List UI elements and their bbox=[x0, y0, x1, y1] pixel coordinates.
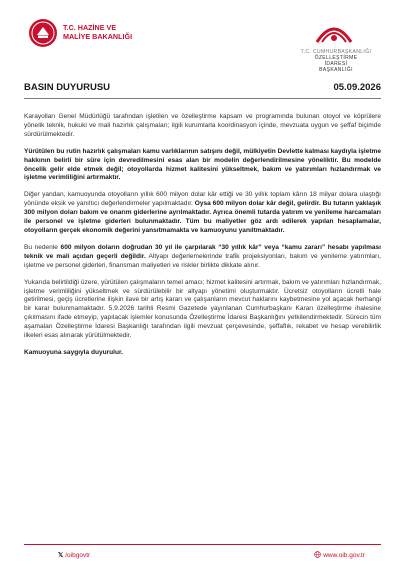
title-row bbox=[24, 82, 381, 98]
x-logo-icon: 𝕏 bbox=[58, 552, 64, 559]
document-date: 05.09.2026 bbox=[333, 82, 381, 93]
paragraph-revenue-emphasis: Oysa 600 milyon dolar kâr değil, gelirdir. Bu tutarın yaklaşık 300 milyon doları bakım ve onarım giderlerine ayrılmaktadır. Ayrıca önemli tutarda yatırım ve yenileme harcamaları ile personel ve işletme giderleri bulunmaktadır. Tüm bu maliyetler göz ardı edilerek yapılan hesaplamalar, otoyolların gerçek ekonomik değerini yansıtmamakta ve kamuoyunu yanıltmaktadır. bbox=[24, 200, 381, 234]
administration-label: İDARESİ bbox=[324, 61, 348, 67]
paragraph-calculation-emphasis: 600 milyon doların doğrudan 30 yıl ile çarpılarak “30 yıllık kâr” veya “kamu zararı” hesabı yapılması teknik ve mali açıdan geçerli değildir. bbox=[24, 243, 381, 260]
footer bbox=[0, 541, 401, 567]
document-title: BASIN DUYURUSU bbox=[24, 82, 111, 93]
body-text bbox=[24, 113, 381, 366]
presidency-office-label: BAŞKANLIĞI bbox=[319, 67, 353, 73]
footer-divider bbox=[24, 544, 381, 545]
paragraph-purpose: Yukarıda belirtildiği üzere, yürütülen çalışmaların temel amacı; hizmet kalitesini artırmak, bakım ve yatırımları hızlandırmak, işletme verimliliğini yükseltmek ve sürdürülebilir bir altyapı yönetimi oluşturmaktır. Ücretsiz otoyolların ücretli hale getirilmesi, geçiş ücretlerine ilişkin ilave bir artış kararı ve çalışanların mevcut haklarını kaybetmesine yol açacak herhangi bir karar bulunmamaktadır. 5.9.2026 tarihli Resmi Gazetede yayınlanan Cumhurbaşkanı Kararı özelleştirme ihalesine çıkılmasını ifade etmeyip, yapılacak işlemler konusunda Özelleştirme İdaresi Başkanlığını yetkilendirmektedir. Sürecin tüm aşamaları Özelleştirme İdaresi Başkanlığı tarafından ilgili mevzuat çerçevesinde, şeffaflık, rekabet ve hesap verebilirlik ilkeleri esas alınarak yürütülmektedir. bbox=[24, 278, 381, 340]
social-handle-link[interactable] bbox=[58, 551, 90, 559]
presidency-label: T.C. CUMHURBAŞKANLIĞI bbox=[300, 49, 372, 55]
ministry-name-line2: MALİYE BAKANLIĞI bbox=[63, 32, 133, 41]
paragraph-calculation-lead: Bu nedenle bbox=[24, 243, 58, 251]
title-divider bbox=[24, 98, 381, 99]
privatization-administration-logo-icon bbox=[311, 18, 357, 48]
social-handle-text: /oibgovtr bbox=[65, 552, 91, 559]
paragraph-model: Yürütülen bu rutin hazırlık çalışmaları kamu varlıklarının satışını değil, mülkiyetin Devlette kalması kaydıyla işletme hakkının belirli bir süre için devredilmesini esas alan bir modelin değerlendirilmesine yöneliktir. Bu modelde öncelik gelir elde etmek değil; otoyollarda hizmet kalitesini yükseltmek, bakım ve yatırımları hızlandırmak ve işletme verimliliğini artırmaktır. bbox=[24, 147, 381, 182]
closing-line: Kamuoyuna saygıyla duyurulur. bbox=[24, 348, 123, 356]
privatization-label: ÖZELLEŞTİRME bbox=[314, 55, 358, 61]
paragraph-intro: Karayolları Genel Müdürlüğü tarafından işletilen ve özelleştirme kapsam ve programında bulunan otoyol ve köprülere yönelik teknik, hukuki ve mali hazırlık çalışmaları; ilgili kurumlarla koordinasyon içinde, mevzuata uygun ve şeffaf biçimde sürdürülmektedir. bbox=[24, 113, 381, 138]
ministry-name-line1: T.C. HAZİNE VE bbox=[63, 23, 117, 32]
website-text: www.oib.gov.tr bbox=[323, 552, 365, 559]
paragraph-revenue-intro: Diğer yandan, kamuoyunda otoyolların yıllık 600 milyon dolar kâr ettiği ve 30 yıllık toplam kârın 18 milyar dolara ulaştığı yönünde eksik ve yanıltıcı değerlendirmeler yapılmaktadır. bbox=[24, 191, 381, 208]
ministry-logo bbox=[28, 18, 140, 56]
website-link[interactable] bbox=[314, 551, 365, 559]
ministry-emblem-icon bbox=[28, 18, 58, 48]
privatization-administration-logo bbox=[293, 18, 379, 73]
paragraph-revenue bbox=[24, 191, 381, 236]
globe-icon bbox=[314, 551, 321, 558]
paragraph-calculation-tail: Altyapı değerlemelerinde trafik projeksiyonları, bakım ve yenileme yatırımları, işletme ve personel giderleri, finansman maliyetleri ve riskler birlikte dikkate alınır. bbox=[24, 252, 381, 269]
letterhead bbox=[0, 18, 401, 73]
paragraph-calculation bbox=[24, 244, 381, 271]
